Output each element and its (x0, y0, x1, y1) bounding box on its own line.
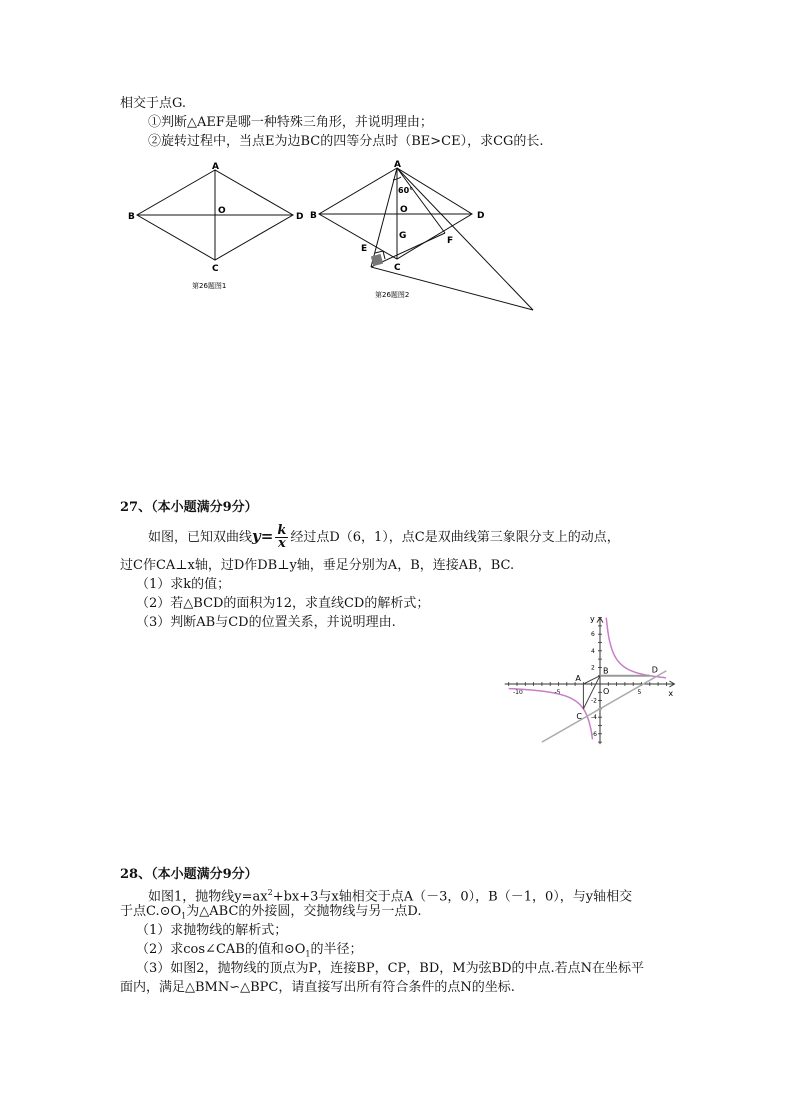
fig1-label-o: O (218, 206, 226, 216)
fig1-caption: 第26题图1 (192, 282, 227, 290)
y-tick-label: 2 (591, 664, 595, 672)
x-axis-label: x (668, 689, 674, 698)
q27-line2: 过C作CA⊥x轴，过D作DB⊥y轴，垂足分别为A，B，连接AB，BC. (120, 558, 515, 573)
y-axis-label: y (590, 614, 595, 624)
q27-frac-num: k (277, 523, 287, 538)
fig2-label-a: A (394, 160, 401, 170)
q28-line2-post: 为△ABC的外接圆，交抛物线与另一点D. (186, 904, 422, 919)
point-b-label: B (603, 666, 609, 676)
point-d-label: D (651, 665, 658, 675)
q27-equals: = (260, 527, 274, 545)
fig2-angle-60: 60° (398, 186, 414, 195)
q27-y-var: y (252, 527, 261, 545)
q27-intro-pre: 如图，已知双曲线 (148, 530, 253, 545)
axis-ticks (509, 618, 667, 743)
q26-line1: 相交于点G. (120, 96, 187, 111)
fig2-label-b: B (310, 211, 317, 221)
point-c-label: C (576, 711, 582, 721)
q28-sup-2: 2 (267, 888, 273, 897)
q26-figure-1 (120, 158, 320, 298)
y-tick-label: -2 (591, 697, 597, 705)
q27-heading: 27、（本小题满分9分） (120, 500, 258, 515)
fig2-label-f: F (447, 236, 454, 246)
q28-item3: （3）如图2，抛物线的顶点为P，连接BP，CP，BD，M为弦BD的中点.若点N在坐标平 (136, 961, 645, 976)
q27-intro (148, 519, 620, 553)
q28-line1-post: +bx+3与x轴相交于点A（－3，0），B（－1，0），与y轴相交 (272, 889, 633, 905)
q27-item3: （3）判断AB与CD的位置关系，并说明理由. (136, 615, 396, 630)
fig1-label-a: A (212, 162, 219, 172)
y-tick-label: 6 (591, 631, 595, 639)
q26-part2: ②旋转过程中，当点E为边BC的四等分点时（BE>CE），求CG的长. (148, 134, 544, 149)
line-cd (542, 671, 667, 742)
fig2-label-o: O (400, 205, 408, 215)
fig1-label-b: B (128, 212, 135, 222)
q27-intro-post: 经过点D（6，1），点C是双曲线第三象限分支上的动点， (290, 530, 620, 545)
fig1-label-d: D (296, 212, 304, 222)
q28-line2-pre: 于点C.⊙O (120, 904, 182, 919)
q28-item2-post: 的半径； (310, 942, 363, 957)
x-tick-label: 5 (637, 689, 642, 696)
q28-item3b: 面内，满足△BMN∽△BPC，请直接写出所有符合条件的点N的坐标. (120, 980, 515, 995)
fig1-label-c: C (212, 264, 219, 274)
fig2-label-d: D (477, 211, 485, 221)
fig2-label-e: E (361, 244, 368, 254)
x-tick-label: -10 (513, 689, 523, 696)
point-a-label: A (575, 674, 581, 683)
q28-item2-pre: （2）求cos∠CAB的值和⊙O (136, 942, 306, 957)
fig2-label-c: C (394, 263, 401, 273)
q28-heading: 28、（本小题满分9分） (120, 867, 258, 882)
q28-item1: （1）求抛物线的解析式； (136, 923, 288, 938)
fig2-label-g: G (399, 231, 407, 241)
origin-label: O (603, 687, 610, 696)
q27-graph (462, 593, 707, 778)
q28-sub-1b: 1 (305, 949, 311, 959)
q28-sub-1a: 1 (181, 911, 187, 921)
fig2-caption: 第26题图2 (375, 291, 410, 299)
q27-item2: （2）若△BCD的面积为12，求直线CD的解析式； (136, 596, 430, 611)
q27-fraction (275, 525, 288, 550)
q26-figure-2 (305, 155, 545, 315)
y-tick-label: -6 (591, 730, 597, 738)
y-tick-label: -4 (591, 714, 597, 722)
x-tick-label: -5 (554, 689, 561, 696)
q28-line1-pre: 如图1，抛物线y=ax (148, 889, 268, 905)
q27-frac-den: x (277, 536, 286, 551)
q26-part1: ①判断△AEF是哪一种特殊三角形，并说明理由； (148, 115, 433, 130)
y-tick-label: 4 (591, 647, 595, 655)
q27-item1: （1）求k的值； (136, 577, 231, 592)
